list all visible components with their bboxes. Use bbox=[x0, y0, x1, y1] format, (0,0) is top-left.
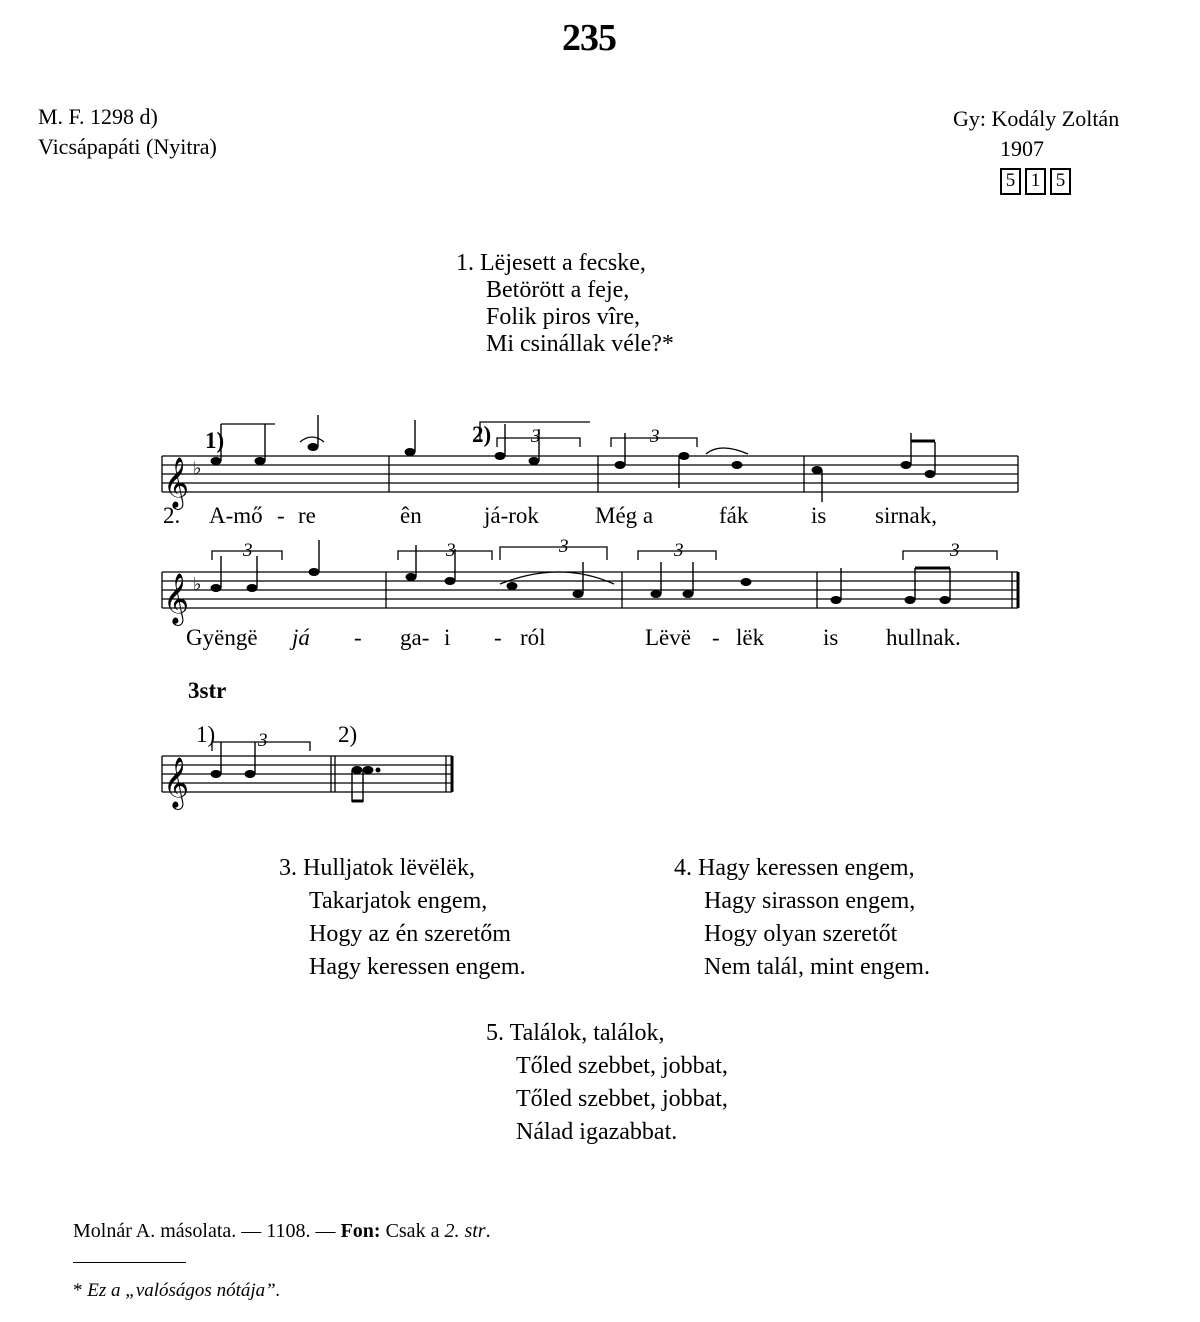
triplet-label: 3 bbox=[446, 540, 456, 561]
lyric-syllable: ên bbox=[400, 503, 422, 528]
triplet-label: 3 bbox=[950, 540, 960, 561]
lyric-syllable: ga- bbox=[400, 625, 430, 650]
code-box: 5 bbox=[1050, 168, 1071, 195]
verse-line: Tőled szebbet, jobbat, bbox=[516, 1053, 728, 1079]
triplet-label: 3 bbox=[650, 426, 660, 447]
lyric-verse-number: 2. bbox=[163, 503, 181, 528]
variant-mark: 1) bbox=[205, 428, 225, 453]
verse-5 bbox=[486, 1017, 728, 1149]
variant-mark: 2) bbox=[472, 422, 492, 447]
triplet-brackets bbox=[212, 438, 997, 751]
lyric-syllable: re bbox=[298, 503, 316, 528]
collector: Gy: Kodály Zoltán bbox=[953, 106, 1120, 131]
notes-staff-3 bbox=[211, 766, 374, 778]
lyric-syllable: lëk bbox=[736, 625, 765, 650]
lyric-syllable: ról bbox=[520, 625, 546, 650]
lyric-syllable: Gyëngë bbox=[186, 625, 258, 650]
code-box: 5 bbox=[1000, 168, 1021, 195]
verse-line: Mi csinállak véle?* bbox=[486, 331, 674, 357]
verse-line: Hagy sirasson engem, bbox=[704, 888, 916, 914]
lyric-syllable: is bbox=[811, 503, 827, 528]
third-strophe-label: 3str bbox=[188, 678, 227, 703]
lyric-syllable: já-rok bbox=[484, 503, 539, 528]
lyric-syllable: - bbox=[494, 625, 502, 650]
verse-4 bbox=[674, 852, 930, 984]
verse-line: Hagy keressen engem. bbox=[309, 954, 526, 980]
lyric-syllable: is bbox=[823, 625, 839, 650]
treble-clef-icon: 𝄞 bbox=[163, 573, 190, 624]
verse-line: 3. Hulljatok lëvëlëk, bbox=[279, 855, 475, 881]
lyric-syllable: fák bbox=[719, 503, 749, 528]
treble-clef-icon: 𝄞 bbox=[163, 457, 190, 508]
staff-3 bbox=[162, 756, 452, 792]
code-box: 1 bbox=[1025, 168, 1046, 195]
source-note: Molnár A. másolata. — 1108. — Fon: Csak a 2. str. bbox=[73, 1220, 491, 1242]
lyric-syllable: sirnak, bbox=[875, 503, 937, 528]
treble-clef-icon: 𝄞 bbox=[163, 757, 190, 808]
verse-line: Folik piros vîre, bbox=[486, 304, 640, 330]
lyric-syllable: já bbox=[292, 625, 310, 650]
year: 1907 bbox=[1000, 136, 1044, 161]
variant-mark: 1) bbox=[196, 722, 216, 747]
verse-line: Betörött a feje, bbox=[486, 277, 630, 303]
verse-line: Nálad igazabbat. bbox=[516, 1119, 678, 1145]
verse-line: 4. Hagy keressen engem, bbox=[674, 855, 915, 881]
variant-mark: 2) bbox=[338, 722, 358, 747]
triplet-label: 3 bbox=[531, 426, 541, 447]
lyric-syllable: - bbox=[354, 625, 362, 650]
verse-line: Takarjatok engem, bbox=[309, 888, 488, 914]
collection-id: M. F. 1298 d) bbox=[38, 104, 158, 129]
staff-1 bbox=[162, 456, 1018, 492]
triplet-label: 3 bbox=[674, 540, 684, 561]
lyric-syllable: - bbox=[712, 625, 720, 650]
lyric-syllable: Még a bbox=[595, 503, 654, 528]
stems-staff-2 bbox=[221, 540, 950, 600]
verse-line: Hogy az én szeretőm bbox=[309, 921, 511, 947]
lyric-syllable: i bbox=[444, 625, 451, 650]
triplet-label: 3 bbox=[559, 536, 569, 557]
verse-line: 5. Találok, találok, bbox=[486, 1020, 665, 1046]
flat-icon: ♭ bbox=[193, 458, 202, 479]
verse-3 bbox=[279, 852, 526, 984]
verse-line: Tőled szebbet, jobbat, bbox=[516, 1086, 728, 1112]
footnote-divider bbox=[73, 1262, 186, 1263]
flat-icon: ♭ bbox=[193, 574, 202, 595]
verse-line: Nem talál, mint engem. bbox=[704, 954, 930, 980]
lyric-syllable: - bbox=[277, 503, 285, 528]
staff-2 bbox=[162, 572, 1018, 608]
triplet-label: 3 bbox=[258, 730, 268, 751]
lyric-syllable: hullnak. bbox=[886, 625, 961, 650]
stems-staff-1 bbox=[221, 415, 935, 502]
verse-line: 1. Lëjesett a fecske, bbox=[456, 250, 646, 276]
verse-line: Hogy olyan szeretőt bbox=[704, 921, 898, 947]
lyric-syllable: Lëvë bbox=[645, 625, 691, 650]
location: Vicsápapáti (Nyitra) bbox=[38, 134, 217, 159]
notes-staff-1 bbox=[211, 443, 936, 478]
triplet-label: 3 bbox=[243, 540, 253, 561]
lyric-syllable: A-mő bbox=[209, 503, 263, 528]
page-number: 235 bbox=[562, 17, 616, 59]
footnote: * Ez a „valóságos nótája”. bbox=[73, 1280, 281, 1301]
